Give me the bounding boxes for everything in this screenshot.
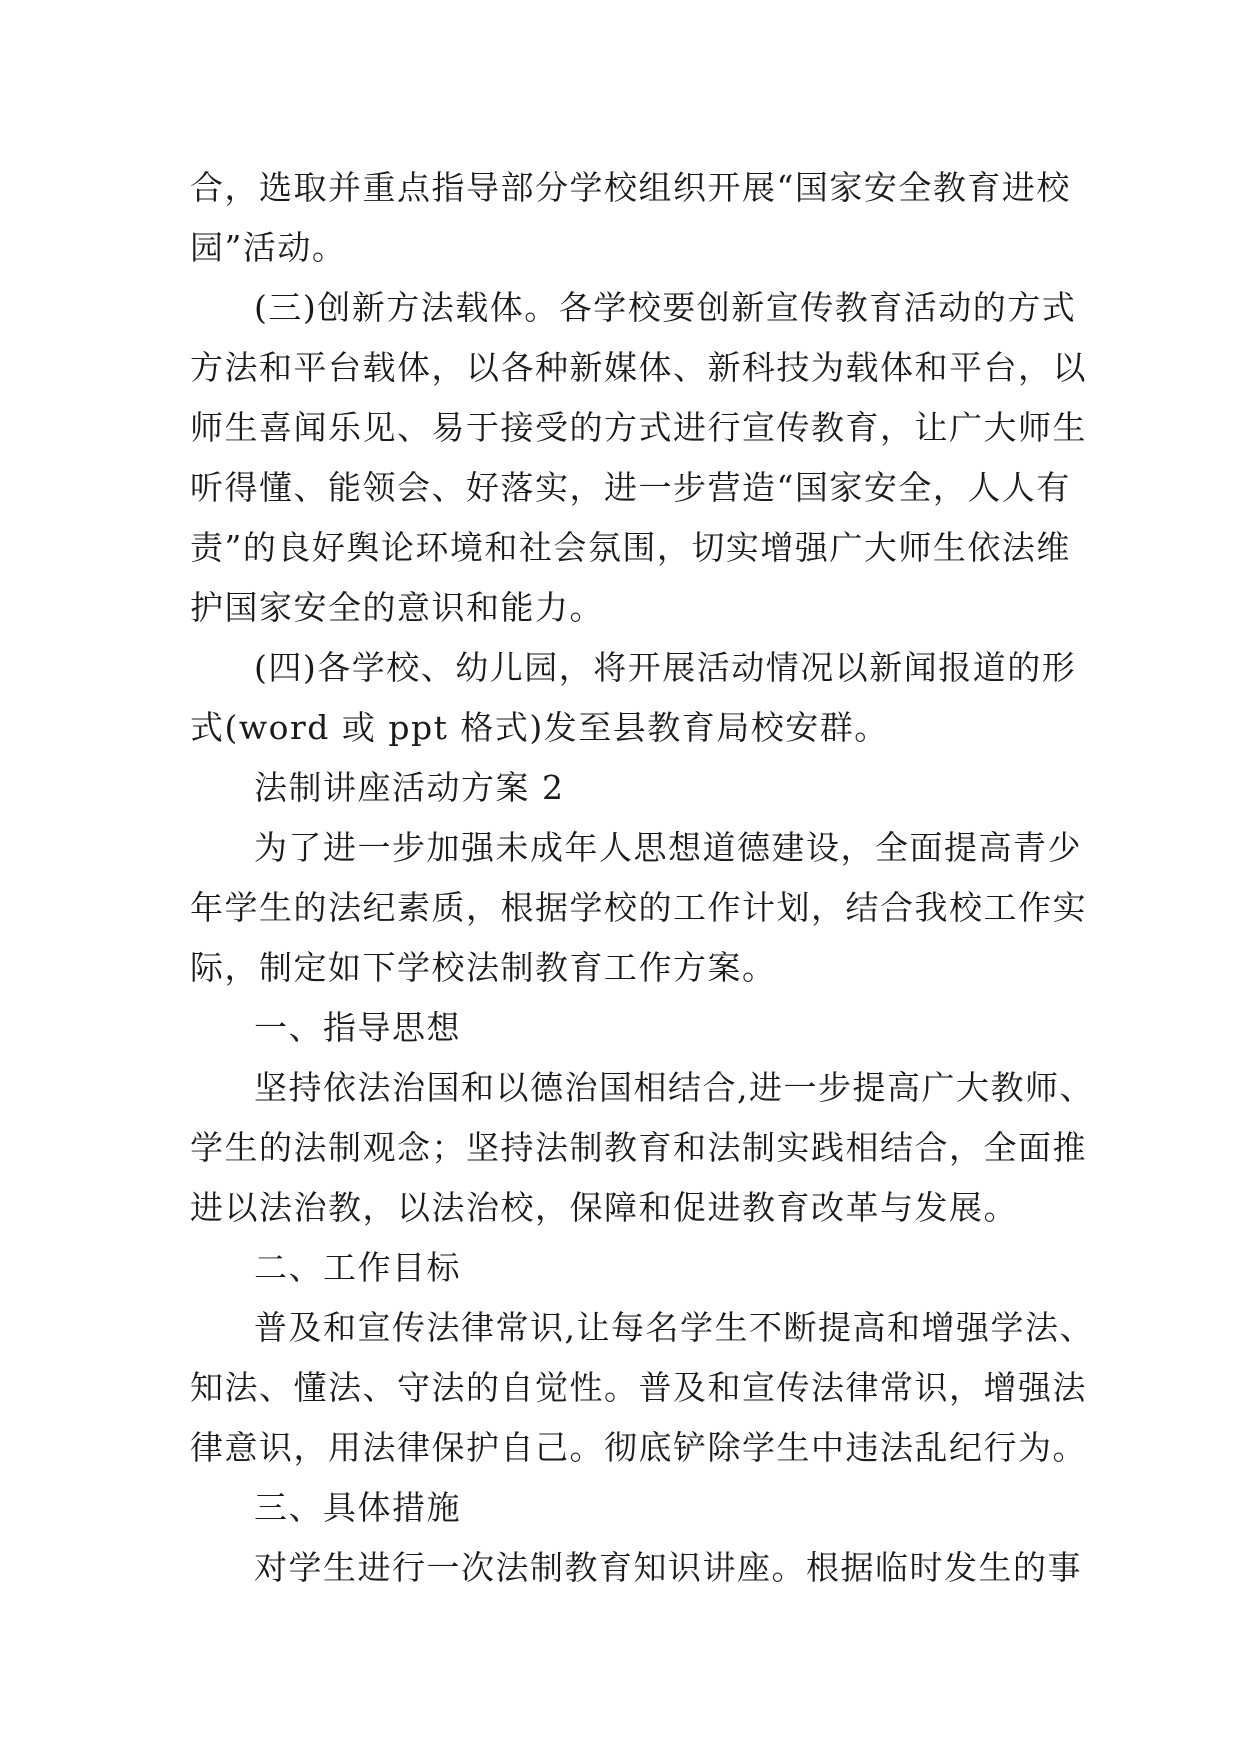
text-line: 对学生进行一次法制教育知识讲座。根据临时发生的事 — [254, 1548, 1082, 1587]
text-line: 坚持依法治国和以德治国相结合,进一步提高广大教师、 — [254, 1068, 1094, 1107]
text-line: 知法、懂法、守法的自觉性。普及和宣传法律常识，增强法 — [190, 1368, 1087, 1407]
section-heading: 一、指导思想 — [254, 1008, 461, 1047]
section-title: 法制讲座活动方案 2 — [254, 768, 565, 807]
text-line: 普及和宣传法律常识,让每名学生不断提高和增强学法、 — [254, 1308, 1094, 1347]
section-heading: 三、具体措施 — [254, 1488, 461, 1527]
text-line: 进以法治教，以法治校，保障和促进教育改革与发展。 — [190, 1188, 1018, 1227]
text-line: 为了进一步加强未成年人思想道德建设，全面提高青少 — [254, 828, 1082, 867]
text-line: 际，制定如下学校法制教育工作方案。 — [190, 948, 777, 987]
text-line: (三)创新方法载体。各学校要创新宣传教育活动的方式 — [254, 288, 1077, 327]
text-line: 学生的法制观念；坚持法制教育和法制实践相结合，全面推 — [190, 1128, 1087, 1167]
text-line: 听得懂、能领会、好落实，进一步营造“国家安全，人人有 — [190, 468, 1071, 507]
text-line: 合，选取并重点指导部分学校组织开展“国家安全教育进校 — [190, 168, 1071, 207]
text-line: 园”活动。 — [190, 228, 347, 267]
section-heading: 二、工作目标 — [254, 1248, 461, 1287]
text-line: 式(word 或 ppt 格式)发至县教育局校安群。 — [190, 708, 889, 747]
text-line: 师生喜闻乐见、易于接受的方式进行宣传教育，让广大师生 — [190, 408, 1087, 447]
text-line: 方法和平台载体，以各种新媒体、新科技为载体和平台，以 — [190, 348, 1087, 387]
text-line: 律意识，用法律保护自己。彻底铲除学生中违法乱纪行为。 — [190, 1428, 1087, 1467]
text-line: 责”的良好舆论环境和社会氛围，切实增强广大师生依法维 — [190, 528, 1071, 567]
text-line: (四)各学校、幼儿园，将开展活动情况以新闻报道的形 — [254, 648, 1077, 687]
text-line: 年学生的法纪素质，根据学校的工作计划，结合我校工作实 — [190, 888, 1087, 927]
document-body — [190, 158, 1094, 1598]
text-line: 护国家安全的意识和能力。 — [190, 588, 604, 627]
